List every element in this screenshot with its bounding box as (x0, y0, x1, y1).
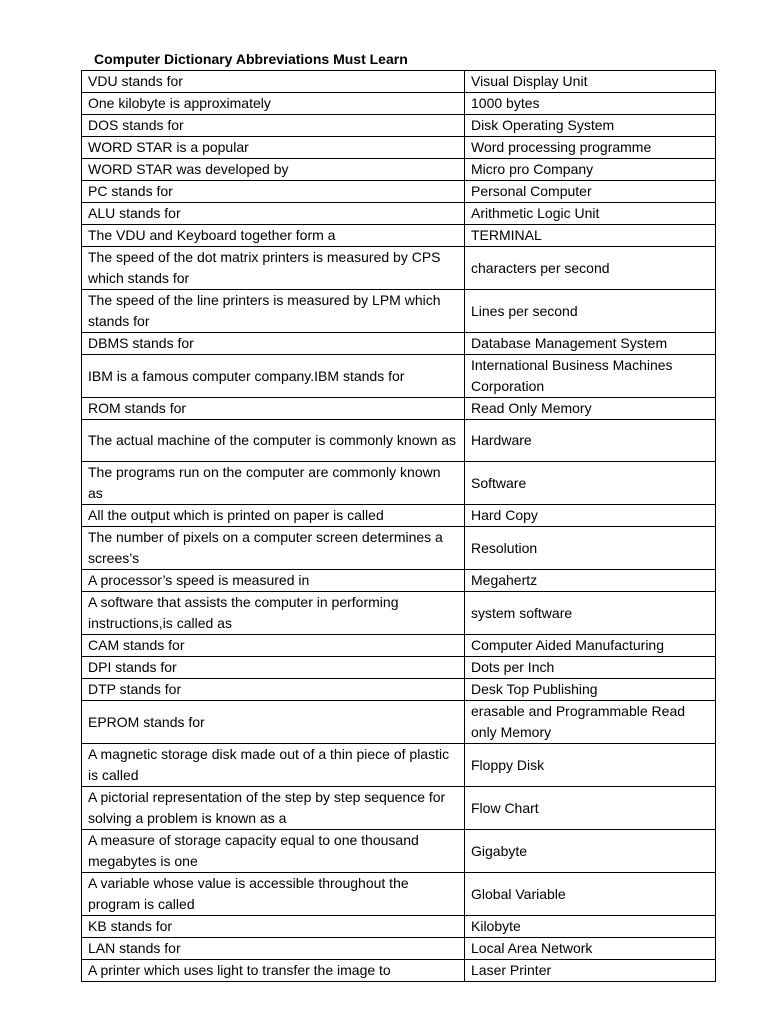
table-row (82, 873, 716, 916)
table-row (82, 679, 716, 701)
term-cell: A printer which uses light to transfer the image to (82, 960, 465, 982)
table-row (82, 527, 716, 570)
term-cell: A pictorial representation of the step by step sequence for solving a problem is known as a (82, 787, 465, 830)
table-row (82, 916, 716, 938)
meaning-cell: Dots per Inch (465, 657, 716, 679)
page-title: Computer Dictionary Abbreviations Must Learn (94, 51, 408, 67)
meaning-cell: Arithmetic Logic Unit (465, 203, 716, 225)
table-row (82, 355, 716, 398)
meaning-cell: Kilobyte (465, 916, 716, 938)
meaning-cell: Floppy Disk (465, 744, 716, 787)
meaning-cell: Desk Top Publishing (465, 679, 716, 701)
table-row (82, 93, 716, 115)
meaning-cell: Disk Operating System (465, 115, 716, 137)
table-row (82, 290, 716, 333)
term-cell: LAN stands for (82, 938, 465, 960)
meaning-cell: Flow Chart (465, 787, 716, 830)
term-cell: All the output which is printed on paper is called (82, 505, 465, 527)
term-cell: EPROM stands for (82, 701, 465, 744)
term-cell: One kilobyte is approximately (82, 93, 465, 115)
term-cell: A measure of storage capacity equal to one thousand megabytes is one (82, 830, 465, 873)
meaning-cell: system software (465, 592, 716, 635)
table-row (82, 462, 716, 505)
meaning-cell: Read Only Memory (465, 398, 716, 420)
term-cell: PC stands for (82, 181, 465, 203)
table-row (82, 592, 716, 635)
table-row (82, 203, 716, 225)
meaning-cell: 1000 bytes (465, 93, 716, 115)
table-row (82, 420, 716, 462)
term-cell: KB stands for (82, 916, 465, 938)
term-cell: ALU stands for (82, 203, 465, 225)
term-cell: The programs run on the computer are commonly known as (82, 462, 465, 505)
table-row (82, 830, 716, 873)
meaning-cell: Visual Display Unit (465, 71, 716, 93)
meaning-cell: characters per second (465, 247, 716, 290)
term-cell: WORD STAR was developed by (82, 159, 465, 181)
table-row (82, 115, 716, 137)
term-cell: DBMS stands for (82, 333, 465, 355)
term-cell: DOS stands for (82, 115, 465, 137)
table-row (82, 570, 716, 592)
term-cell: ROM stands for (82, 398, 465, 420)
term-cell: The speed of the line printers is measured by LPM which stands for (82, 290, 465, 333)
table-row (82, 181, 716, 203)
table-row (82, 137, 716, 159)
meaning-cell: TERMINAL (465, 225, 716, 247)
term-cell: The VDU and Keyboard together form a (82, 225, 465, 247)
meaning-cell: Hard Copy (465, 505, 716, 527)
table-row (82, 225, 716, 247)
term-cell: CAM stands for (82, 635, 465, 657)
meaning-cell: Word processing programme (465, 137, 716, 159)
meaning-cell: Global Variable (465, 873, 716, 916)
term-cell: The speed of the dot matrix printers is measured by CPS which stands for (82, 247, 465, 290)
term-cell: The number of pixels on a computer screen determines a screes’s (82, 527, 465, 570)
term-cell: A variable whose value is accessible throughout the program is called (82, 873, 465, 916)
meaning-cell: Gigabyte (465, 830, 716, 873)
meaning-cell: Megahertz (465, 570, 716, 592)
meaning-cell: Resolution (465, 527, 716, 570)
table-row (82, 71, 716, 93)
table-row (82, 657, 716, 679)
meaning-cell: Hardware (465, 420, 716, 462)
table-row (82, 159, 716, 181)
term-cell: A magnetic storage disk made out of a thin piece of plastic is called (82, 744, 465, 787)
table-row (82, 960, 716, 982)
term-cell: VDU stands for (82, 71, 465, 93)
meaning-cell: Local Area Network (465, 938, 716, 960)
meaning-cell: erasable and Programmable Read only Memory (465, 701, 716, 744)
meaning-cell: Micro pro Company (465, 159, 716, 181)
abbreviations-table (81, 70, 716, 982)
table-row (82, 938, 716, 960)
table-body (82, 71, 716, 982)
table-row (82, 333, 716, 355)
term-cell: A software that assists the computer in performing instructions,is called as (82, 592, 465, 635)
term-cell: IBM is a famous computer company.IBM stands for (82, 355, 465, 398)
meaning-cell: International Business Machines Corporation (465, 355, 716, 398)
table-row (82, 247, 716, 290)
meaning-cell: Database Management System (465, 333, 716, 355)
table-row (82, 787, 716, 830)
table-row (82, 701, 716, 744)
term-cell: DPI stands for (82, 657, 465, 679)
meaning-cell: Software (465, 462, 716, 505)
term-cell: WORD STAR is a popular (82, 137, 465, 159)
term-cell: The actual machine of the computer is commonly known as (82, 420, 465, 462)
table-row (82, 505, 716, 527)
term-cell: DTP stands for (82, 679, 465, 701)
meaning-cell: Laser Printer (465, 960, 716, 982)
term-cell: A processor’s speed is measured in (82, 570, 465, 592)
table-row (82, 744, 716, 787)
table-row (82, 635, 716, 657)
meaning-cell: Lines per second (465, 290, 716, 333)
table-row (82, 398, 716, 420)
meaning-cell: Personal Computer (465, 181, 716, 203)
meaning-cell: Computer Aided Manufacturing (465, 635, 716, 657)
